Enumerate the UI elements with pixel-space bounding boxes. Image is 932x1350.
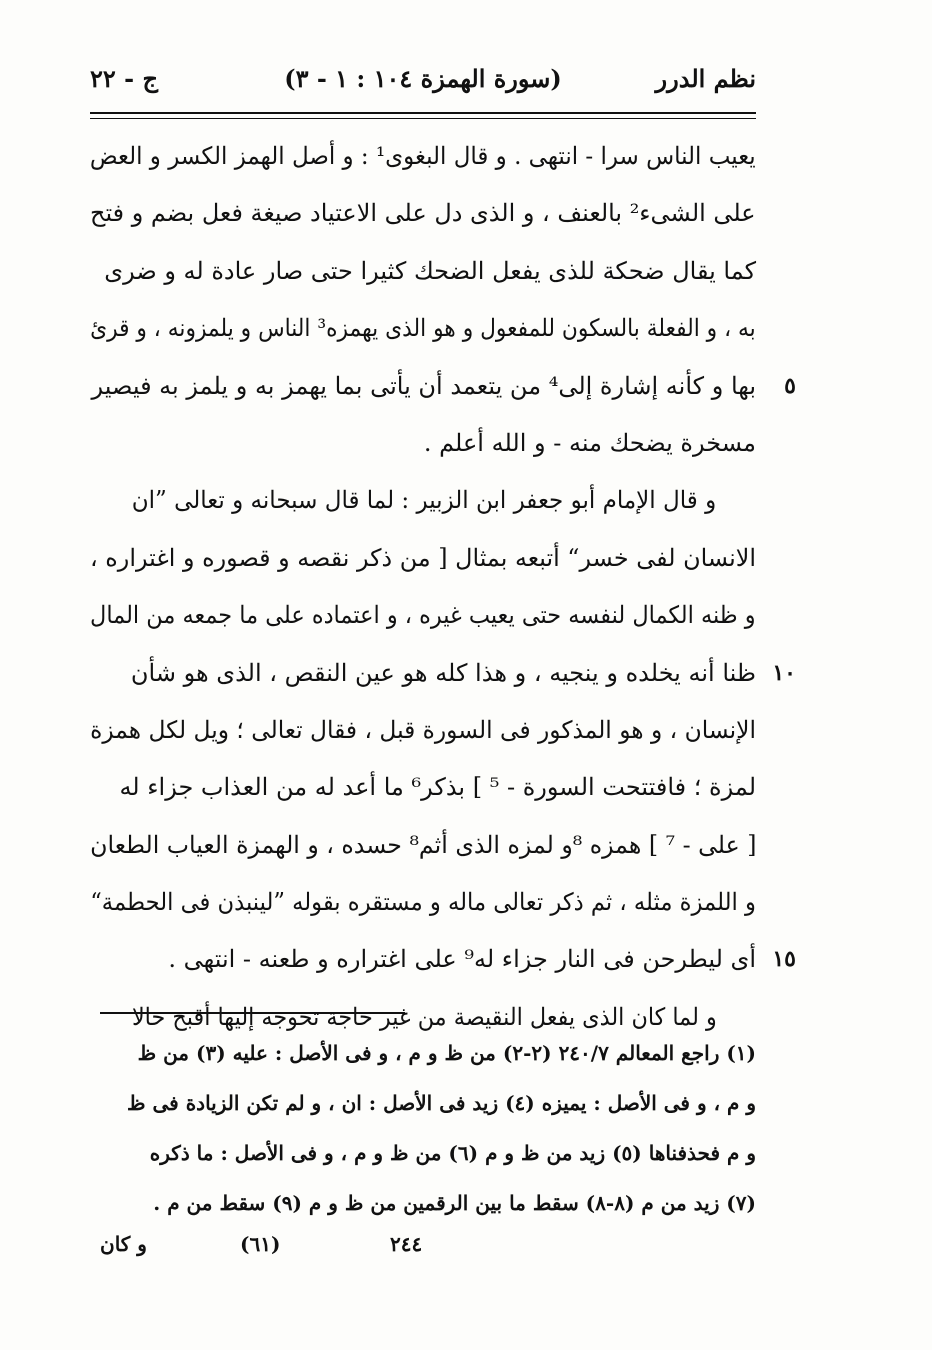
book-title: نظم الدرر [655, 64, 756, 93]
text-line [90, 300, 756, 357]
running-header [90, 60, 756, 104]
line-text: لمزة ؛ فافتتحت السورة - ⁵ ] بذكر⁶ ما أعد له من العذاب جزاء له [119, 773, 756, 802]
line-text: به ، و الفعلة بالسكون للمفعول و هو الذى يهمزه³ الناس و يلمزونه ، و قرئ [90, 314, 756, 343]
line-text: بها و كأنه إشارة إلى⁴ من يتعمد أن يأتى بما يهمز به و يلمز به فيصير [91, 371, 756, 400]
text-line [90, 358, 796, 415]
text-line [90, 587, 756, 644]
footnote-line: و م فحذفناها (٥) زيد من ظ و م (٦) من ظ و م ، و فى الأصل : ما ذكره [149, 1141, 756, 1165]
text-line [90, 415, 756, 472]
catchword: و كان [100, 1232, 147, 1256]
line-text: الانسان لفى خسر“ أتبعه بمثال [ من ذكر نقصه و قصوره و اغتراره ، [90, 543, 756, 572]
footnote-line: و م ، و فى الأصل : يميزه (٤) زيد فى الأصل : ان ، و لم تكن الزيادة فى ظ [127, 1091, 756, 1115]
footnotes [90, 1028, 756, 1228]
page-footer [90, 1232, 756, 1272]
line-text: كما يقال ضحكة للذى يفعل الضحك كثيرا حتى صار عادة له و ضرى [104, 256, 756, 285]
line-number: ٥ [784, 372, 796, 399]
footnote-line: (٧) زيد من م (٨-٨) سقط ما بين الرقمين من ظ و م (٩) سقط من م . [153, 1191, 756, 1215]
line-text: و اللمزة مثله ، ثم ذكر تعالى ماله و مستقره بقوله ”لينبذن فى الحطمة“ [90, 888, 756, 917]
text-line [90, 185, 756, 242]
text-line [90, 530, 756, 587]
footnote-line: (١) راجع المعالم ٢٤٠/٧ (٢-٢) من ظ و م ، و فى الأصل : عليه (٣) من ظ [137, 1041, 756, 1065]
page-number: ٢٤٤ [390, 1232, 423, 1256]
text-line [90, 817, 756, 874]
header-rule [90, 112, 756, 119]
line-text: و قال الإمام أبو جعفر ابن الزبير : لما قال سبحانه و تعالى ”ان [131, 486, 716, 515]
signature-mark: (٦١) [240, 1232, 281, 1256]
line-text: يعيب الناس سرا - انتهى . و قال البغوى¹ : و أصل الهمز الكسر و العض [90, 142, 756, 170]
text-line [90, 472, 756, 529]
line-text: الإنسان ، و هو المذكور فى السورة قبل ، فقال تعالى ؛ ويل لكل همزة [90, 715, 756, 744]
line-text: على الشىء² بالعنف ، و الذى دل على الاعتياد صيغة فعل بضم و فتح [90, 199, 756, 228]
line-number: ١٠ [772, 659, 796, 686]
line-text: و لما كان الذى يفعل النقيصة من غير حاجة تحوجه إليها أقبح حالا [132, 1002, 717, 1031]
text-line [90, 243, 756, 300]
line-text: و ظنه الكمال لنفسه حتى يعيب غيره ، و اعتماده على ما جمعه من المال [90, 601, 756, 630]
line-text: أى ليطرحن فى النار جزاء له⁹ على اغتراره و طعنه - انتهى . [168, 945, 756, 974]
surah-reference: (سورة الهمزة ١٠٤ : ١ - ٣) [284, 64, 562, 93]
line-text: [ على - ⁷ ] همزه ⁸و لمزه الذى أثم⁸ حسده ، و الهمزة العياب الطعان [89, 830, 756, 859]
text-line [90, 702, 756, 759]
text-line [90, 759, 756, 816]
body-text [89, 128, 796, 1046]
text-line [90, 645, 796, 702]
line-number: ١٥ [772, 946, 796, 973]
footnote-rule [100, 1012, 405, 1014]
text-line [90, 931, 796, 988]
text-line [90, 128, 756, 185]
volume-number: ج - ٢٢ [90, 64, 158, 93]
line-text: مسخرة يضحك منه - و الله أعلم . [423, 428, 756, 457]
line-text: ظنا أنه يخلده و ينجيه ، و هذا كله هو عين النقص ، الذى هو شأن [130, 658, 756, 687]
text-line [90, 874, 756, 931]
